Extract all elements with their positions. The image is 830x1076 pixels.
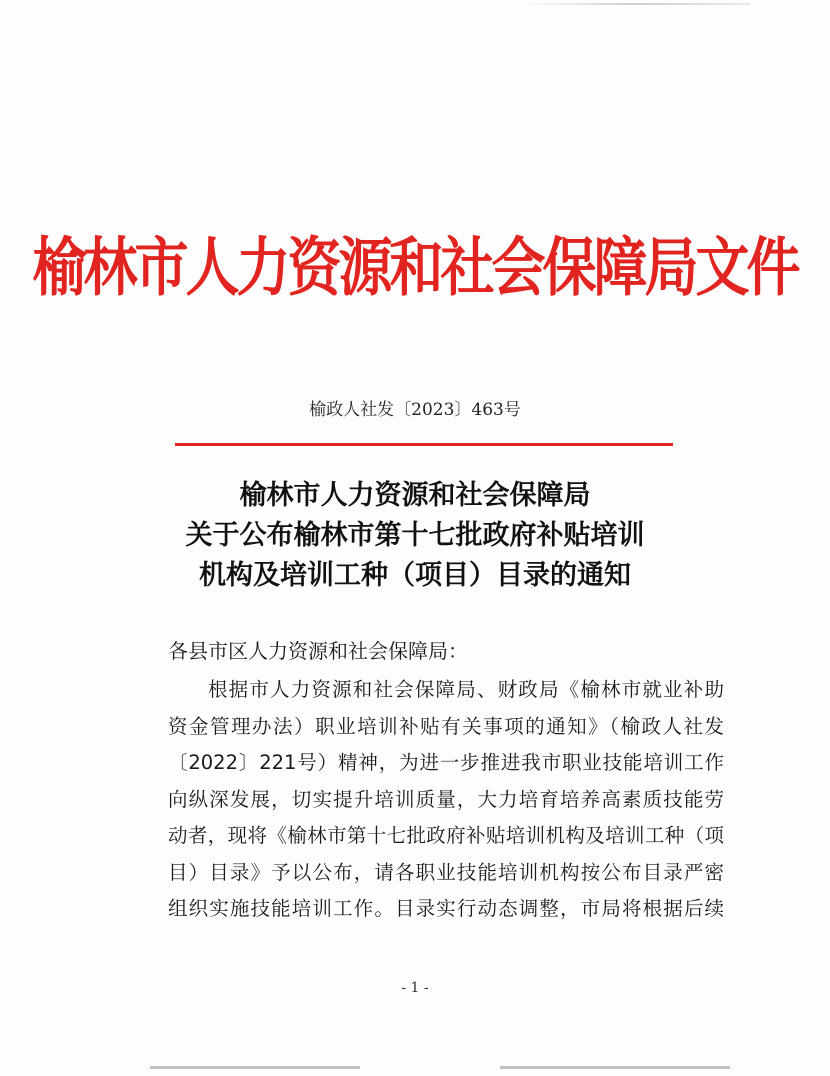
- body-line: 向纵深发展，切实提升培训质量，大力培育培养高素质技能劳: [168, 787, 724, 811]
- document-number: 榆政人社发〔2023〕463号: [309, 400, 521, 420]
- page-number: - 1 -: [401, 980, 429, 996]
- masthead-title: 榆林市人力资源和社会保障局文件: [32, 229, 798, 305]
- notice-title-line: 关于公布榆林市第十七批政府补贴培训: [185, 520, 645, 551]
- scan-artifact-bottom-left: [150, 1066, 360, 1069]
- notice-title: [0, 476, 830, 596]
- body-line: 动者，现将《榆林市第十七批政府补贴培训机构及培训工种（项: [168, 824, 724, 847]
- body-line: 根据市人力资源和社会保障局、财政局《榆林市就业补助: [208, 678, 724, 701]
- body-line: 目）目录》予以公布，请各职业技能培训机构按公布目录严密: [168, 860, 724, 884]
- notice-title-line: 机构及培训工种（项目）目录的通知: [199, 560, 631, 591]
- body-line: 组织实施技能培训工作。目录实行动态调整，市局将根据后续: [168, 897, 724, 920]
- body-text: [168, 672, 724, 928]
- scan-artifact-top: [520, 3, 750, 5]
- salutation: 各县市区人力资源和社会保障局：: [168, 639, 468, 663]
- body-line: 〔2022〕221号）精神，为进一步推进我市职业技能培训工作: [168, 751, 724, 774]
- scan-artifact-bottom-right: [500, 1066, 730, 1069]
- body-line: 资金管理办法）职业培训补贴有关事项的通知》（榆政人社发: [168, 714, 724, 738]
- notice-title-line: 榆林市人力资源和社会保障局: [239, 480, 591, 511]
- red-divider-line: [175, 443, 673, 446]
